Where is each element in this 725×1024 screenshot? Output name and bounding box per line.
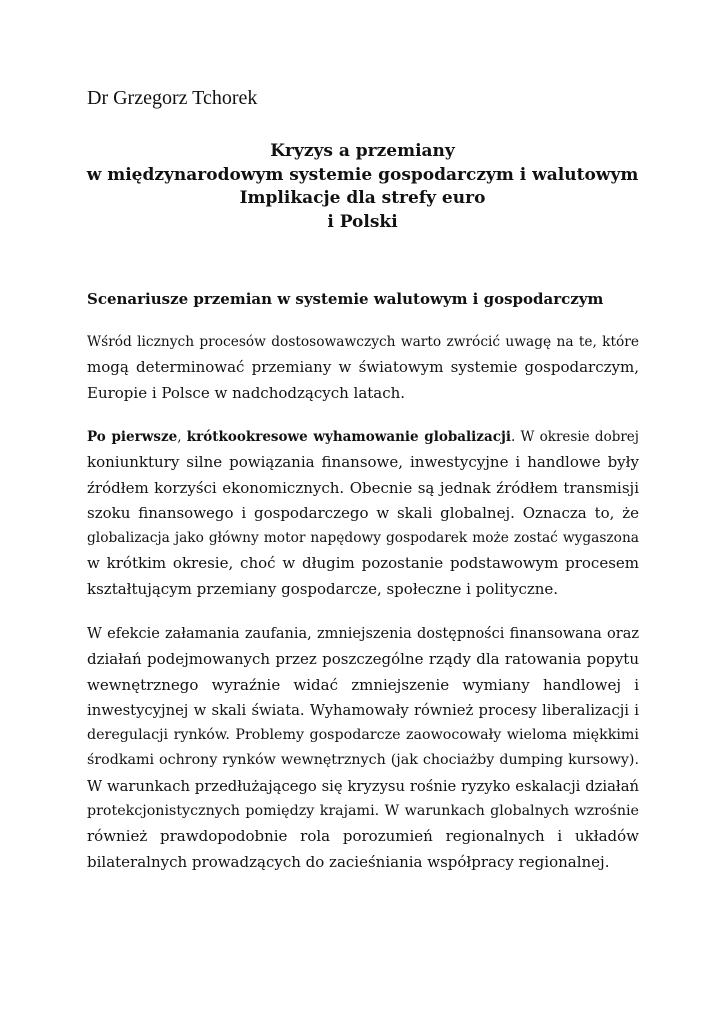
bold-lead: Po pierwsze xyxy=(87,429,178,445)
paragraph-effects xyxy=(87,622,639,875)
author-name: Dr Grzegorz Tchorek xyxy=(87,87,258,109)
paragraph-first-point xyxy=(87,425,639,602)
title-line: w międzynarodowym systemie gospodarczym i walutowym xyxy=(86,164,639,185)
text-line: inwestycyjnej w skali świata. Wyhamowały również procesy liberalizacji i xyxy=(87,701,639,719)
title-line: Kryzys a przemiany xyxy=(270,141,455,161)
text-line: mogą determinować przemiany w światowym systemie gospodarczym, xyxy=(87,358,639,377)
text-line: kształtującym przemiany gospodarcze, społeczne i polityczne. xyxy=(87,579,559,598)
document-title xyxy=(60,140,665,234)
text-line: środkami ochrony rynków wewnętrznych (jak chociażby dumping kursowy). xyxy=(87,752,639,769)
text-line: protekcjonistycznych pomiędzy krajami. W warunkach globalnych wzrośnie xyxy=(87,803,639,820)
text-line: wewnętrznego wyraźnie widać zmniejszenie wymiany handlowej i xyxy=(87,675,639,694)
paragraph-intro xyxy=(87,330,639,406)
text-line: bilateralnych prowadzących do zacieśniania współpracy regionalnej. xyxy=(87,852,610,871)
text-line xyxy=(87,425,639,450)
text-line: deregulacji rynków. Problemy gospodarcze zaowocowały wieloma miękkimi xyxy=(87,727,639,744)
title-line: Implikacje dla strefy euro xyxy=(239,188,486,208)
text-line: źródłem korzyści ekonomicznych. Obecnie są jednak źródłem transmisji xyxy=(87,478,639,497)
section-heading: Scenariusze przemian w systemie walutowym i gospodarczym xyxy=(87,290,604,308)
text-line: szoku finansowego i gospodarczego w skali globalnej. Oznacza to, że xyxy=(87,503,639,522)
text-line: Europie i Polsce w nadchodzących latach. xyxy=(87,383,406,402)
text-line: W efekcie załamania zaufania, zmniejszenia dostępności finansowana oraz xyxy=(87,626,639,642)
lead-separator: , xyxy=(177,429,187,445)
text-line: W warunkach przedłużającego się kryzysu rośnie ryzyko eskalacji działań xyxy=(87,777,639,795)
text-line: koniunktury silne powiązania finansowe, inwestycyjne i handlowe były xyxy=(87,453,639,472)
line-rest: . W okresie dobrej xyxy=(510,429,639,445)
text-line: również prawdopodobnie rola porozumień regionalnych i układów xyxy=(87,827,639,846)
title-line: i Polski xyxy=(327,211,398,232)
text-line: działań podejmowanych przez poszczególne rządy dla ratowania popytu xyxy=(87,650,639,669)
text-line: Wśród licznych procesów dostosowawczych warto zwrócić uwagę na te, które xyxy=(87,334,639,350)
bold-lead-phrase: krótkookresowe wyhamowanie globalizacji xyxy=(186,429,511,445)
text-line: w krótkim okresie, choć w długim pozostanie podstawowym procesem xyxy=(87,554,639,573)
text-line: globalizacja jako główny motor napędowy gospodarek może zostać wygaszona xyxy=(87,530,639,547)
